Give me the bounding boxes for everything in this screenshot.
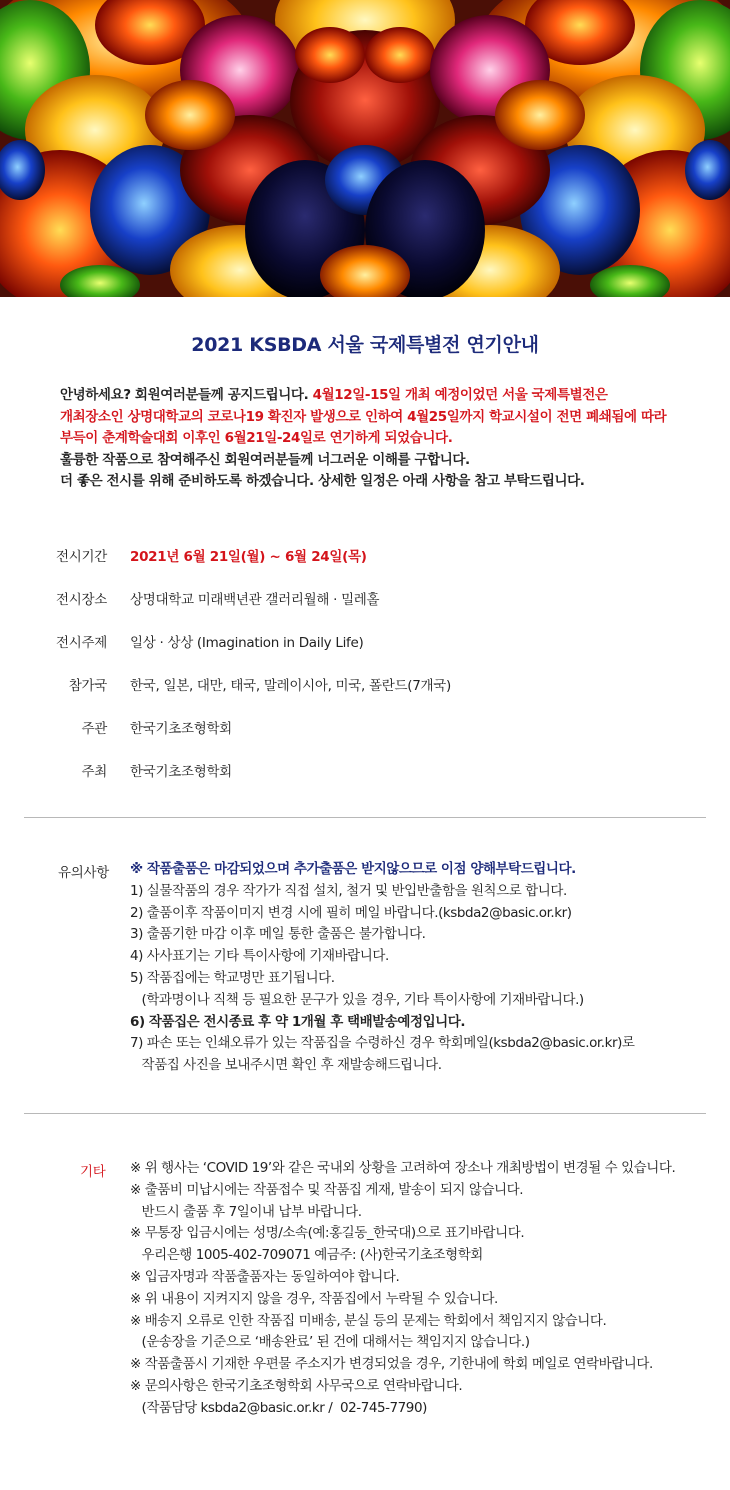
etc-item: ※ 위 행사는 ‘COVID 19’와 같은 국내외 상황을 고려하여 장소나 개최방법이 변경될 수 있습니다. xyxy=(130,1160,676,1176)
etc-item: ※ 문의사항은 한국기초조형학회 사무국으로 연락바랍니다. xyxy=(130,1377,463,1394)
etc-label: 기타 xyxy=(80,1164,106,1180)
notice-item: 1) 실물작품의 경우 작가가 직접 설치, 철거 및 반입반출함을 원칙으로 합니다. xyxy=(130,882,567,899)
etc-item: ※ 무통장 입금시에는 성명/소속(예:홍길동_한국대)으로 표기바랍니다. xyxy=(130,1225,525,1242)
notice-item: 3) 출품기한 마감 이후 메일 통한 출품은 불가합니다. xyxy=(130,926,426,943)
intro-line-5: 더 좋은 전시를 위해 준비하도록 하겠습니다. 상세한 일정은 아래 사항을 참고 부탁드립니다. xyxy=(60,473,585,489)
info-label-host: 주최 xyxy=(81,764,107,780)
info-label-countries: 참가국 xyxy=(68,678,107,694)
etc-item: (작품담당 ksbda2@basic.or.kr / 02-745-7790) xyxy=(130,1399,427,1416)
info-label-theme: 전시주제 xyxy=(56,635,107,651)
info-label-venue: 전시장소 xyxy=(56,592,107,608)
intro-line-4: 훌륭한 작품으로 참여해주신 회원여러분들께 너그러운 이해를 구합니다. xyxy=(60,451,470,468)
etc-item: (운송장을 기준으로 ‘배송완료’ 된 건에 대해서는 책임지지 않습니다.) xyxy=(130,1334,530,1351)
intro-paragraph xyxy=(60,385,700,493)
info-value-host: 한국기초조형학회 xyxy=(130,764,232,780)
info-value-countries: 한국, 일본, 대만, 태국, 말레이시아, 미국, 폴란드(7개국) xyxy=(130,678,451,694)
etc-item: ※ 출품비 미납시에는 작품접수 및 작품집 게재, 발송이 되지 않습니다. xyxy=(130,1181,524,1198)
notice-headline: ※ 작품출품은 마감되었으며 추가출품은 받지않으므로 이점 양해부탁드립니다. xyxy=(130,861,576,877)
notice-item: 2) 출품이후 작품이미지 변경 시에 필히 메일 바랍니다.(ksbda2@basic.or.kr) xyxy=(130,904,572,921)
info-value-organizer: 한국기초조형학회 xyxy=(130,721,232,737)
intro-line-1-greeting: 안녕하세요? 회원여러분들께 공지드립니다. xyxy=(60,387,313,403)
etc-item: ※ 작품출품시 기재한 우편물 주소지가 변경되었을 경우, 기한내에 학회 메일로 연락바랍니다. xyxy=(130,1356,653,1373)
notice-item: 7) 파손 또는 인쇄오류가 있는 작품집을 수령하신 경우 학회메일(ksbda2@basic.or.kr)로 xyxy=(130,1035,635,1052)
notice-list xyxy=(130,859,720,1077)
notice-item: 5) 작품집에는 학교명만 표기됩니다. xyxy=(130,969,335,986)
info-label-period: 전시기간 xyxy=(56,549,107,565)
notice-item: 6) 작품집은 전시종료 후 약 1개월 후 택배발송예정입니다. xyxy=(130,1013,466,1030)
etc-item: ※ 배송지 오류로 인한 작품집 미배송, 분실 등의 문제는 학회에서 책임지지 않습니다. xyxy=(130,1312,607,1329)
intro-line-1-highlight: 4월12일-15일 개최 예정이었던 서울 국제특별전은 xyxy=(312,387,608,403)
notice-item: 4) 사사표기는 기타 특이사항에 기재바랍니다. xyxy=(130,948,389,965)
etc-item: ※ 입금자명과 작품출품자는 동일하여야 합니다. xyxy=(130,1268,400,1285)
etc-list xyxy=(130,1158,720,1420)
etc-item: 반드시 출품 후 7일이내 납부 바랍니다. xyxy=(130,1203,362,1220)
intro-line-1 xyxy=(60,385,700,407)
divider xyxy=(24,817,706,818)
notice-item: (학과명이나 직책 등 필요한 문구가 있을 경우, 기타 특이사항에 기재바랍니다.) xyxy=(130,991,584,1008)
intro-line-3: 부득이 춘계학술대회 이후인 6월21일-24일로 연기하게 되었습니다. xyxy=(60,430,453,446)
notice-item: 작품집 사진을 보내주시면 확인 후 재발송해드립니다. xyxy=(130,1057,442,1074)
page-title: 2021 KSBDA 서울 국제특별전 연기안내 xyxy=(191,334,539,356)
info-value-period: 2021년 6월 21일(월) ~ 6월 24일(목) xyxy=(130,549,367,565)
info-label-organizer: 주관 xyxy=(81,721,107,737)
etc-item: ※ 위 내용이 지켜지지 않을 경우, 작품집에서 누락될 수 있습니다. xyxy=(130,1290,498,1307)
etc-item: 우리은행 1005-402-709071 예금주: (사)한국기초조형학회 xyxy=(130,1247,483,1264)
divider xyxy=(24,1113,706,1114)
intro-line-2: 개최장소인 상명대학교의 코로나19 확진자 발생으로 인하여 4월25일까지 학교시설이 전면 폐쇄됨에 따라 xyxy=(60,408,667,425)
info-value-venue: 상명대학교 미래백년관 갤러리월해 · 밀레홀 xyxy=(130,592,380,608)
info-value-theme: 일상 · 상상 (Imagination in Daily Life) xyxy=(130,635,364,651)
hero-banner-image xyxy=(0,0,730,297)
notice-label: 유의사항 xyxy=(58,865,109,881)
